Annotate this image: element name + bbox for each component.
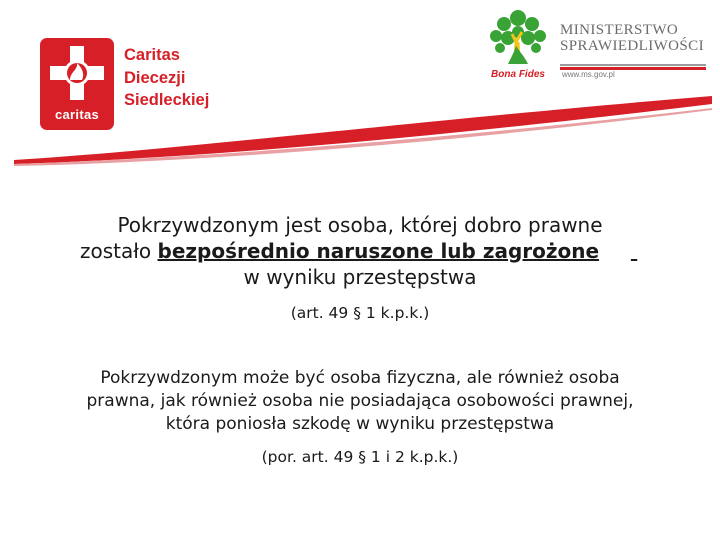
underline-gap (599, 238, 669, 264)
caritas-flame-cross-icon (48, 44, 106, 102)
extension-line-1: Pokrzywdzonym może być osoba fizyczna, ale również osoba (100, 368, 620, 388)
extension-line-2: prawna, jak również osoba nie posiadająca osobowości prawnej, (86, 391, 634, 411)
definition-line-2 (80, 238, 640, 264)
definition-emphasis: bezpośrednio naruszone lub zagrożone (157, 239, 600, 263)
definition-line-1: Pokrzywdzonym jest osoba, której dobro prawne (117, 213, 603, 237)
caritas-organization-name (124, 44, 244, 112)
caritas-name-line-1: Caritas (124, 46, 180, 64)
bona-fides-tree-icon (486, 8, 550, 66)
bona-fides-logo (486, 8, 550, 78)
caritas-name-line-2: Diecezji (124, 68, 186, 87)
definition-line-2-prefix: zostało (80, 239, 158, 263)
caritas-name-line-3: Siedleckiej (124, 91, 210, 109)
bona-fides-label: Bona Fides (491, 69, 545, 80)
definition-citation: (art. 49 § 1 k.p.k.) (290, 304, 430, 322)
ministry-of-justice-logo (560, 22, 710, 79)
victim-extension-paragraph (40, 367, 680, 436)
caritas-logo-word: caritas (54, 107, 100, 122)
extension-citation: (por. art. 49 § 1 i 2 k.p.k.) (261, 448, 459, 466)
ministry-url: www.ms.gov.pl (562, 70, 615, 79)
ministry-name-line-1: MINISTERSTWO (560, 22, 679, 38)
victim-definition (80, 212, 640, 290)
ministry-name-line-2: SPRAWIEDLIWOŚCI (560, 38, 704, 54)
extension-line-3: która poniosła szkodę w wyniku przestępstwa (165, 414, 555, 434)
definition-line-3: w wyniku przestępstwa (243, 265, 477, 289)
caritas-logo (40, 38, 114, 130)
